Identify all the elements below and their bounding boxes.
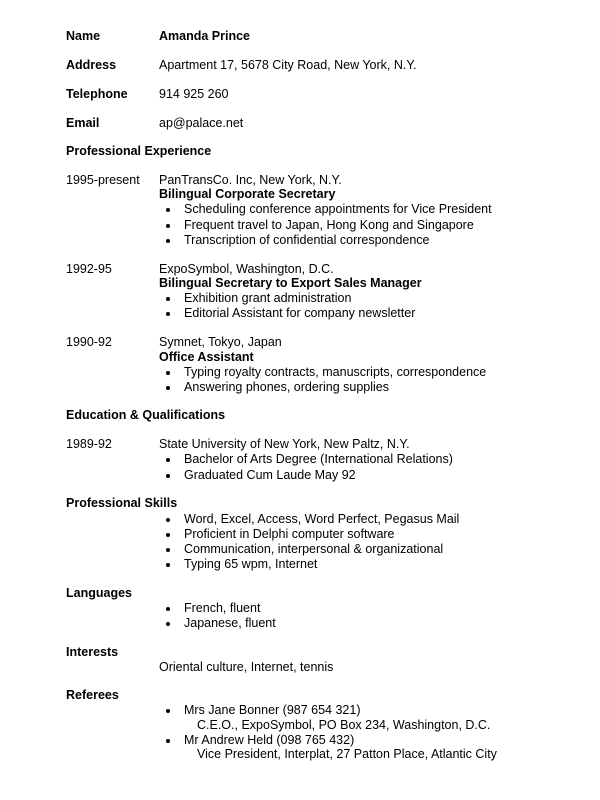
skills-heading: Professional Skills	[66, 496, 178, 510]
bullet-icon	[166, 386, 170, 390]
experience-heading: Professional Experience	[66, 144, 212, 158]
job-company: ExpoSymbol, Washington, D.C.	[159, 262, 334, 276]
bullet-icon	[166, 297, 170, 301]
education-institution: State University of New York, New Paltz, N.Y.	[159, 437, 410, 451]
referee-name: Mr Andrew Held (098 765 432)	[184, 733, 355, 747]
job-duty: Editorial Assistant for company newsletter	[184, 306, 416, 320]
skills-item: Word, Excel, Access, Word Perfect, Pegasus Mail	[184, 512, 460, 526]
bullet-icon	[166, 371, 170, 375]
email-value: ap@palace.net	[159, 116, 244, 130]
telephone-value: 914 925 260	[159, 87, 229, 101]
job-duty: Typing royalty contracts, manuscripts, correspondence	[184, 365, 487, 379]
bullet-icon	[166, 563, 170, 567]
job-duty: Answering phones, ordering supplies	[184, 380, 389, 394]
job-title: Office Assistant	[159, 350, 254, 364]
job-title: Bilingual Secretary to Export Sales Manager	[159, 276, 422, 290]
job-duty: Transcription of confidential correspondence	[184, 233, 430, 247]
address-value: Apartment 17, 5678 City Road, New York, N.Y.	[159, 58, 417, 72]
job-title: Bilingual Corporate Secretary	[159, 187, 336, 201]
job-company: PanTransCo. Inc, New York, N.Y.	[159, 173, 342, 187]
bullet-icon	[166, 239, 170, 243]
job-period: 1990-92	[66, 335, 112, 349]
education-item: Graduated Cum Laude May 92	[184, 468, 356, 482]
job-period: 1992-95	[66, 262, 112, 276]
address-label: Address	[66, 58, 117, 72]
skills-item: Typing 65 wpm, Internet	[184, 557, 318, 571]
name-label: Name	[66, 29, 101, 43]
bullet-icon	[166, 533, 170, 537]
name-value: Amanda Prince	[159, 29, 251, 43]
bullet-icon	[166, 224, 170, 228]
bullet-icon	[166, 312, 170, 316]
bullet-icon	[166, 622, 170, 626]
bullet-icon	[166, 518, 170, 522]
languages-item: French, fluent	[184, 601, 261, 615]
bullet-icon	[166, 709, 170, 713]
bullet-icon	[166, 739, 170, 743]
email-label: Email	[66, 116, 100, 130]
languages-item: Japanese, fluent	[184, 616, 276, 630]
bullet-icon	[166, 474, 170, 478]
telephone-label: Telephone	[66, 87, 128, 101]
interests-text: Oriental culture, Internet, tennis	[159, 660, 334, 674]
languages-heading: Languages	[66, 586, 132, 600]
skills-item: Communication, interpersonal & organizational	[184, 542, 444, 556]
job-period: 1995-present	[66, 173, 140, 187]
job-duty: Exhibition grant administration	[184, 291, 352, 305]
interests-heading: Interests	[66, 645, 119, 659]
bullet-icon	[166, 548, 170, 552]
job-company: Symnet, Tokyo, Japan	[159, 335, 282, 349]
skills-item: Proficient in Delphi computer software	[184, 527, 395, 541]
bullet-icon	[166, 607, 170, 611]
education-period: 1989-92	[66, 437, 112, 451]
bullet-icon	[166, 208, 170, 212]
referees-heading: Referees	[66, 688, 119, 702]
education-item: Bachelor of Arts Degree (International Relations)	[184, 452, 453, 466]
referee-detail: C.E.O., ExpoSymbol, PO Box 234, Washington, D.C.	[197, 718, 491, 732]
referee-name: Mrs Jane Bonner (987 654 321)	[184, 703, 361, 717]
bullet-icon	[166, 458, 170, 462]
job-duty: Frequent travel to Japan, Hong Kong and Singapore	[184, 218, 474, 232]
job-duty: Scheduling conference appointments for Vice President	[184, 202, 492, 216]
referee-detail: Vice President, Interplat, 27 Patton Place, Atlantic City	[197, 747, 497, 761]
education-heading: Education & Qualifications	[66, 408, 226, 422]
